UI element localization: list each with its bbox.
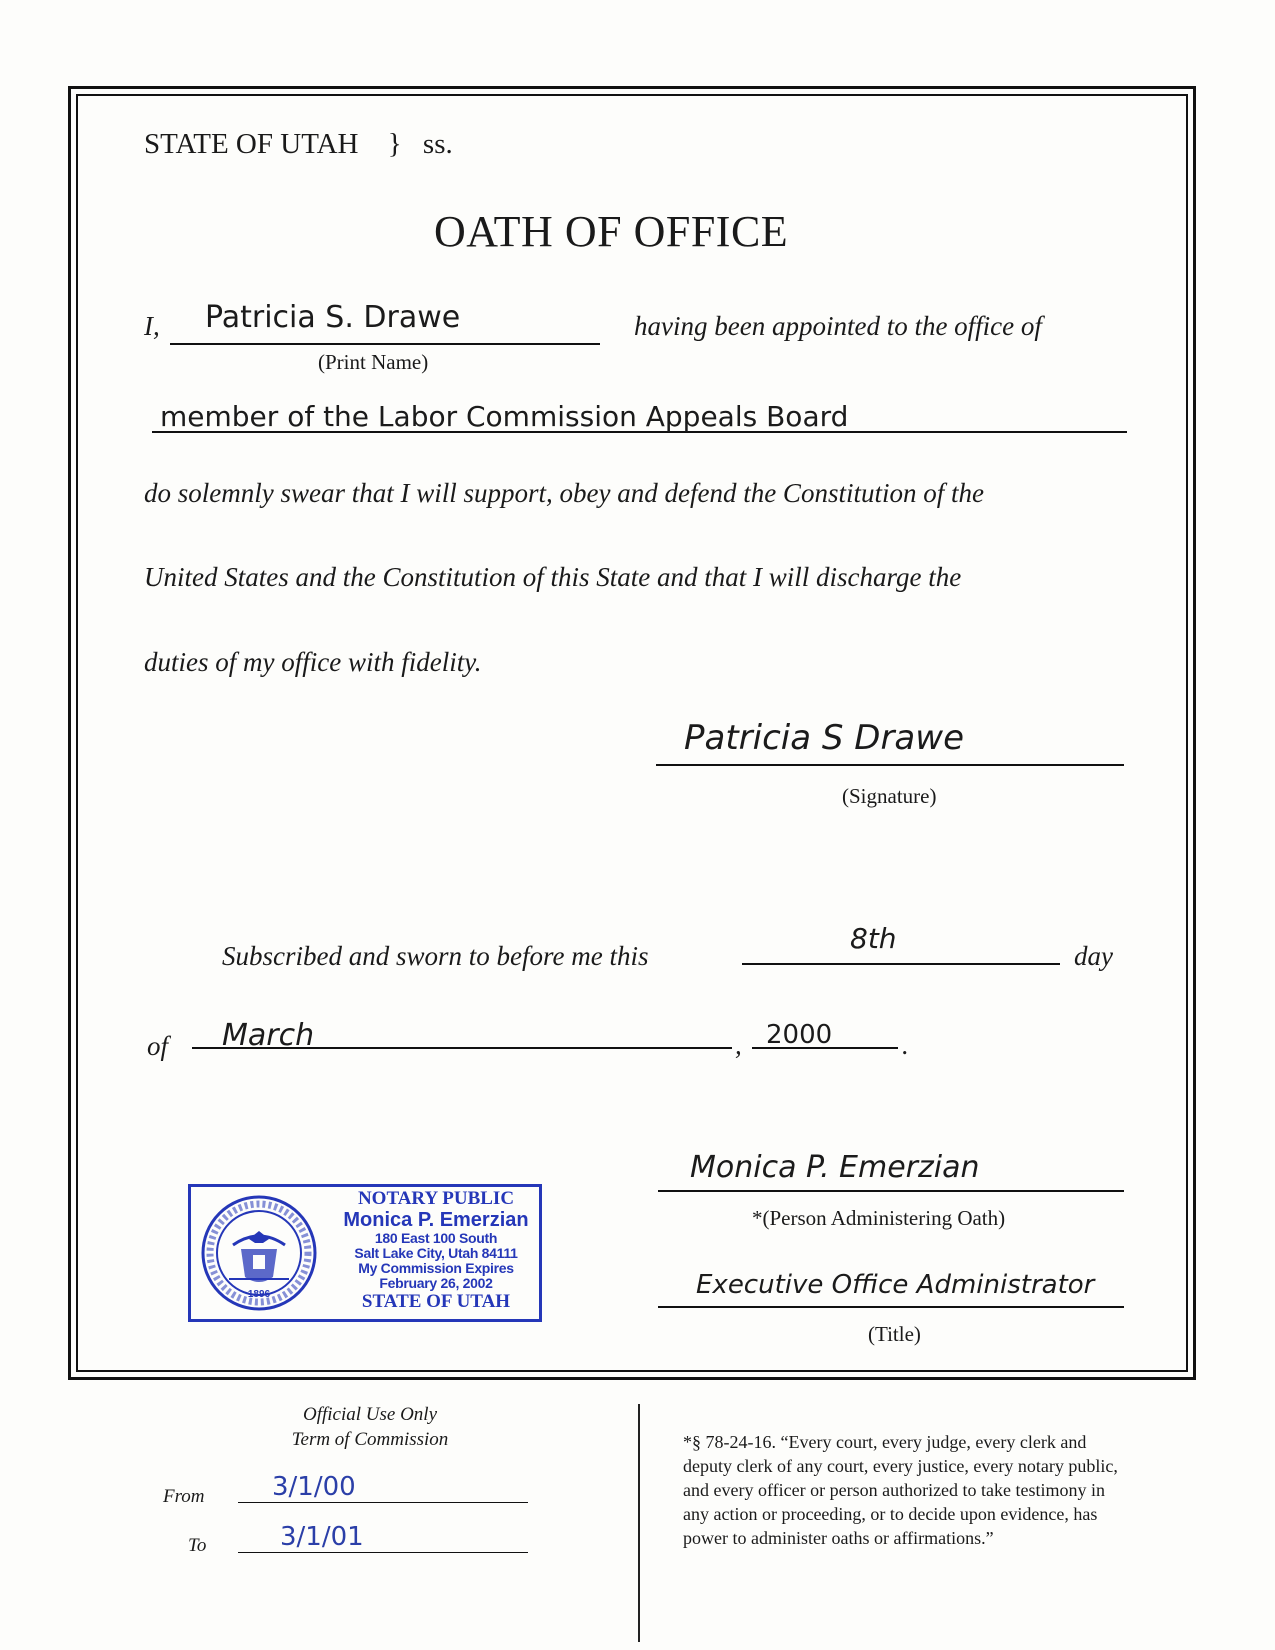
oath-line-2: United States and the Constitution of this State and that I will discharge the [144, 562, 962, 592]
stamp-expires-label: My Commission Expires [358, 1260, 514, 1277]
date-comma: , [735, 1030, 742, 1060]
statute-line-5: power to administer oaths or affirmations.” [683, 1528, 994, 1548]
stamp-city: Salt Lake City, Utah 84111 [354, 1245, 518, 1262]
to-line [238, 1552, 528, 1553]
day-line [742, 963, 1060, 965]
statute-line-4: any action or proceeding, or to decide upon evidence, has [683, 1504, 1098, 1524]
day-label: day [1074, 941, 1113, 971]
office-value[interactable]: member of the Labor Commission Appeals Board [160, 400, 849, 433]
year-value[interactable]: 2000 [766, 1020, 833, 1050]
state-seal-icon [199, 1193, 319, 1313]
stamp-notary-public: NOTARY PUBLIC [357, 1188, 515, 1209]
footer-divider [638, 1404, 640, 1642]
stamp-state: STATE OF UTAH [361, 1290, 511, 1312]
signature-caption: (Signature) [842, 784, 937, 808]
day-value[interactable]: 8th [850, 922, 897, 955]
notary-stamp [188, 1184, 542, 1322]
document-title: OATH OF OFFICE [434, 207, 789, 256]
title-line [658, 1306, 1124, 1308]
statute-line-1: *§ 78-24-16. “Every court, every judge, every clerk and [683, 1432, 1087, 1452]
signature-value[interactable]: Patricia S Drawe [684, 718, 964, 758]
notary-stamp-text [331, 1189, 541, 1312]
prefix-i: I, [144, 311, 160, 341]
inner-border [76, 94, 1188, 1372]
from-value[interactable]: 3/1/00 [272, 1472, 356, 1502]
seal-year: 1896 [247, 1289, 271, 1300]
of-label: of [147, 1031, 169, 1061]
sworn-text: Subscribed and sworn to before me this [222, 941, 649, 971]
venue-header [144, 128, 453, 161]
statute-line-2: deputy clerk of any court, every justice, every notary public, [683, 1456, 1118, 1476]
oath-line-1: do solemnly swear that I will support, obey and defend the Constitution of the [144, 478, 984, 508]
stamp-address: 180 East 100 South [374, 1230, 498, 1247]
venue-ss: ss. [422, 128, 453, 160]
print-name-line [170, 343, 600, 345]
print-name-caption: (Print Name) [318, 350, 429, 374]
administrator-signature-line [658, 1190, 1124, 1192]
venue-brace: } [387, 128, 402, 160]
month-value[interactable]: March [222, 1018, 315, 1053]
appointed-text: having been appointed to the office of [634, 311, 1042, 341]
stamp-notary-name: Monica P. Emerzian [343, 1208, 529, 1231]
title-value[interactable]: Executive Office Administrator [696, 1270, 1095, 1300]
from-label: From [163, 1486, 205, 1507]
statute-note [683, 1430, 1203, 1550]
print-name-value[interactable]: Patricia S. Drawe [205, 300, 461, 335]
signature-line [656, 764, 1124, 766]
official-use-heading [250, 1402, 490, 1452]
date-period: . [902, 1030, 909, 1060]
statute-line-3: and every officer or person authorized to take testimony in [683, 1480, 1106, 1500]
from-line [238, 1502, 528, 1503]
administrator-signature-value[interactable]: Monica P. Emerzian [690, 1150, 980, 1185]
official-use-label: Official Use Only [302, 1404, 438, 1425]
venue-state: STATE OF UTAH [144, 128, 359, 160]
title-caption: (Title) [868, 1322, 921, 1346]
to-value[interactable]: 3/1/01 [280, 1522, 364, 1552]
term-of-commission-label: Term of Commission [291, 1429, 449, 1450]
oath-line-3: duties of my office with fidelity. [144, 647, 482, 677]
administrator-caption: *(Person Administering Oath) [752, 1206, 1006, 1230]
stamp-expires-date: February 26, 2002 [379, 1275, 493, 1292]
to-label: To [188, 1535, 207, 1556]
